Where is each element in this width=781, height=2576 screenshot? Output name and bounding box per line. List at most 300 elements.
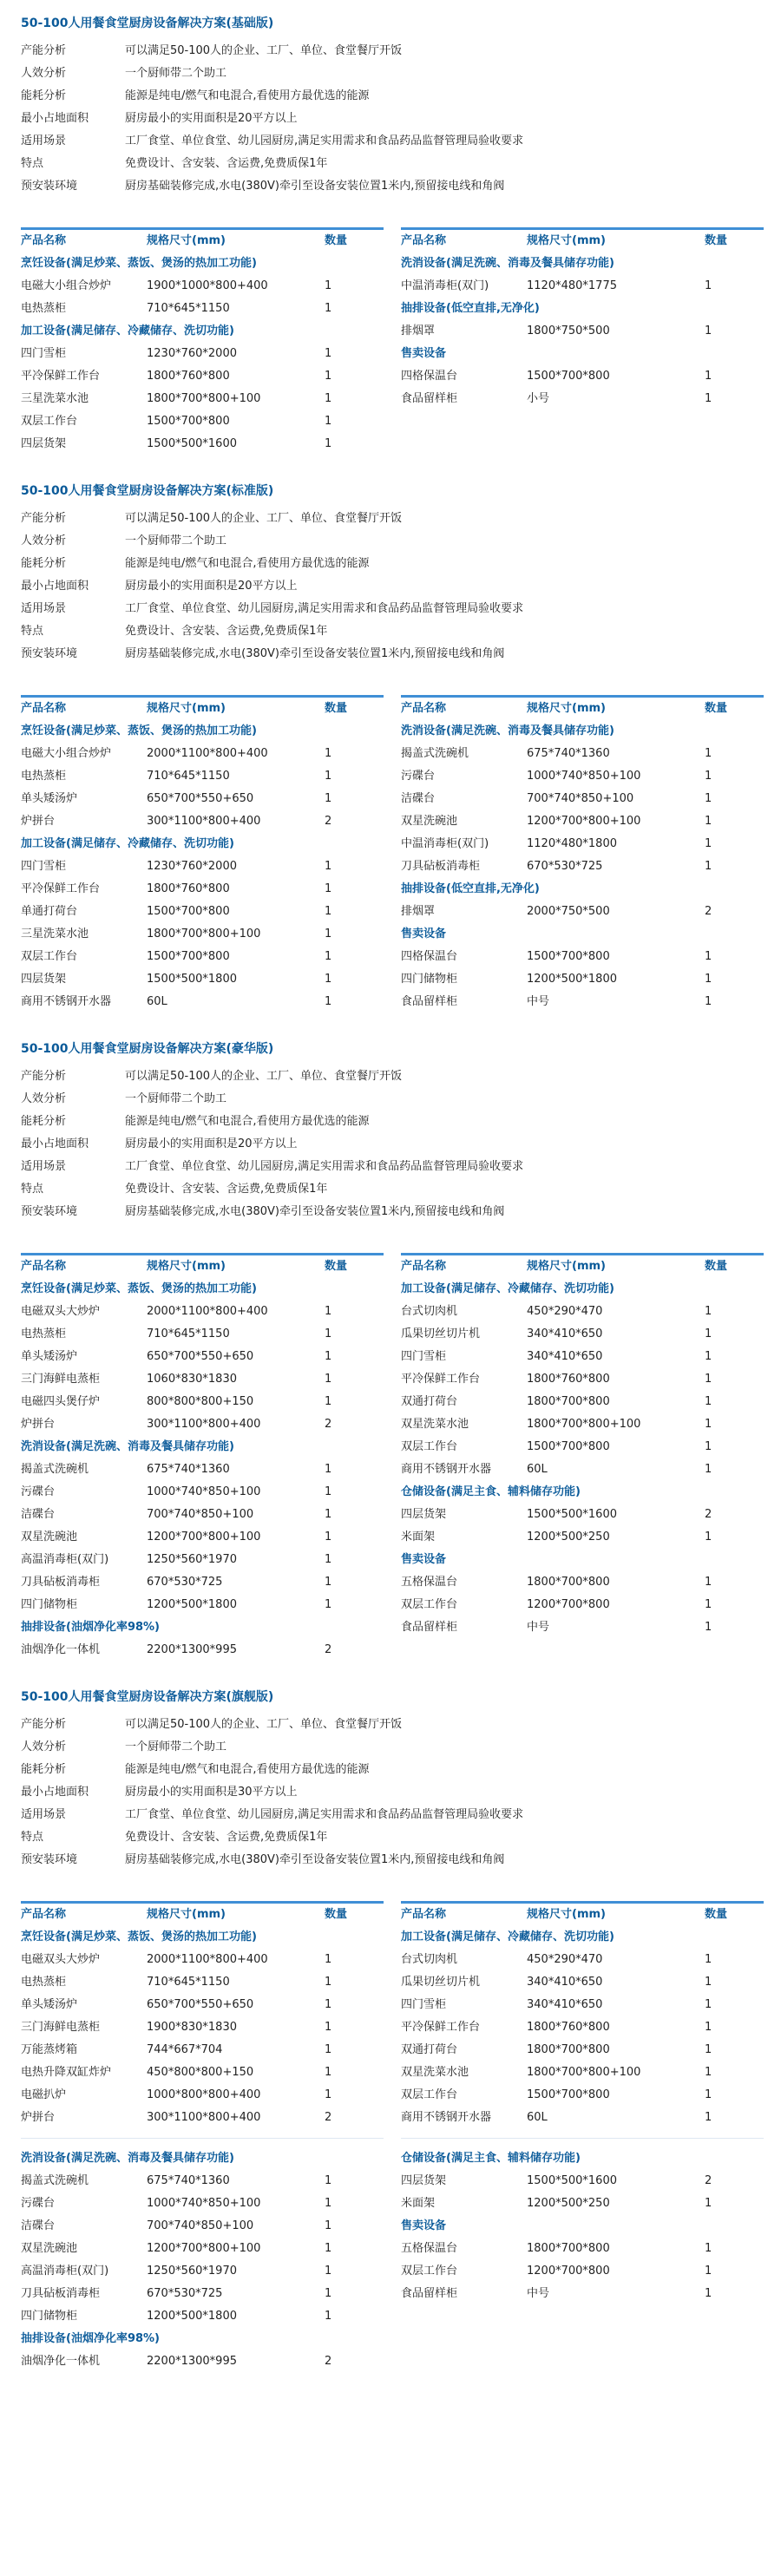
product-qty: 1 <box>705 1418 712 1431</box>
table-row <box>21 1971 384 1994</box>
table-row <box>401 2061 764 2084</box>
product-spec: 1060*830*1830 <box>147 1373 237 1386</box>
product-qty: 1 <box>325 950 332 963</box>
product-spec: 1500*700*800 <box>147 905 230 918</box>
product-qty: 2 <box>325 1643 332 1656</box>
product-name: 双星洗菜水池 <box>401 1418 469 1431</box>
product-qty: 1 <box>705 995 712 1008</box>
table-header <box>401 1253 764 1278</box>
table-header <box>401 227 764 252</box>
table-row <box>21 2238 384 2260</box>
product-name: 刀具砧板消毒柜 <box>21 2287 101 2300</box>
table-row <box>401 1571 764 1594</box>
product-name: 台式切肉机 <box>401 1305 458 1318</box>
table-row <box>21 2215 384 2238</box>
table-row <box>21 2039 384 2061</box>
info-row <box>21 530 764 553</box>
table-row <box>401 833 764 855</box>
info-value: 厨房基础装修完成,水电(380V)牵引至设备安装位置1米内,预留接电线和角阀 <box>125 647 505 660</box>
product-spec: 1200*500*250 <box>527 2197 610 2210</box>
product-spec: 1200*500*1800 <box>147 1598 237 1611</box>
header-name: 产品名称 <box>401 1260 447 1273</box>
info-label: 预安装环境 <box>21 1205 78 1218</box>
product-name: 电热蒸柜 <box>21 770 67 783</box>
table-row <box>21 1301 384 1323</box>
info-row <box>21 643 764 665</box>
product-qty: 1 <box>705 1463 712 1476</box>
header-name: 产品名称 <box>21 702 67 715</box>
table-row <box>401 901 764 923</box>
product-qty: 1 <box>705 1998 712 2011</box>
product-qty: 1 <box>705 1621 712 1634</box>
table-row <box>21 1571 384 1594</box>
table-row <box>401 1994 764 2016</box>
product-qty: 1 <box>705 370 712 383</box>
product-name: 排烟罩 <box>401 905 436 918</box>
info-row <box>21 108 764 130</box>
table-row <box>21 1949 384 1971</box>
product-name: 四门雪柜 <box>21 347 67 360</box>
category-heading: 抽排设备(油烟净化率98%) <box>21 1621 160 1634</box>
product-name: 四门储物柜 <box>401 973 458 986</box>
product-name: 瓜果切丝切片机 <box>401 1327 481 1340</box>
product-spec: 1800*760*800 <box>527 1373 610 1386</box>
table-row <box>21 388 384 410</box>
table-row <box>401 810 764 833</box>
header-spec: 规格尺寸(mm) <box>527 1260 606 1273</box>
header-name: 产品名称 <box>21 234 67 247</box>
table-row <box>401 1949 764 1971</box>
info-label: 最小占地面积 <box>21 112 89 125</box>
info-label: 产能分析 <box>21 1070 67 1083</box>
table-row <box>21 1549 384 1571</box>
table-row <box>21 2107 384 2129</box>
product-qty: 1 <box>325 1373 332 1386</box>
header-name: 产品名称 <box>21 1908 67 1921</box>
table-row <box>21 2283 384 2305</box>
product-name: 炉拼台 <box>21 815 56 828</box>
product-name: 双星洗菜水池 <box>401 2066 469 2079</box>
product-qty: 1 <box>325 1327 332 1340</box>
product-spec: 1500*700*800 <box>527 2088 610 2101</box>
info-value: 免费设计、含安装、含运费,免费质保1年 <box>125 157 328 170</box>
table-row <box>401 1368 764 1391</box>
equipment-tables <box>21 220 764 456</box>
info-value: 一个厨师带二个助工 <box>125 1740 227 1753</box>
table-row <box>401 2238 764 2260</box>
table-row <box>21 275 384 298</box>
product-spec: 1800*700*800 <box>527 1395 610 1408</box>
header-qty: 数量 <box>705 234 728 247</box>
product-qty: 1 <box>325 347 332 360</box>
product-qty: 1 <box>325 860 332 873</box>
header-spec: 规格尺寸(mm) <box>147 702 226 715</box>
product-name: 四层货架 <box>21 973 67 986</box>
info-row <box>21 40 764 62</box>
product-name: 瓜果切丝切片机 <box>401 1976 481 1989</box>
product-qty: 1 <box>325 747 332 760</box>
product-name: 四格保温台 <box>401 950 458 963</box>
table-row <box>21 1346 384 1368</box>
equipment-column-right <box>401 1894 764 2373</box>
info-value: 可以满足50-100人的企业、工厂、单位、食堂餐厅开饭 <box>125 44 403 57</box>
info-value: 一个厨师带二个助工 <box>125 67 227 80</box>
product-qty: 1 <box>325 1305 332 1318</box>
header-qty: 数量 <box>325 702 348 715</box>
product-name: 四门储物柜 <box>21 1598 78 1611</box>
product-qty: 1 <box>325 2043 332 2056</box>
product-qty: 1 <box>705 1327 712 1340</box>
product-spec: 340*410*650 <box>527 1327 603 1340</box>
product-qty: 1 <box>705 392 712 405</box>
product-spec: 700*740*850+100 <box>147 2219 254 2232</box>
table-row <box>21 743 384 765</box>
info-value: 厨房最小的实用面积是30平方以上 <box>125 1786 298 1799</box>
category-heading: 抽排设备(油烟净化率98%) <box>21 2332 160 2345</box>
table-row <box>401 1391 764 1413</box>
table-row <box>401 2084 764 2107</box>
category-heading: 烹饪设备(满足炒菜、蒸饭、煲汤的热加工功能) <box>21 1930 257 1943</box>
table-row <box>21 343 384 365</box>
product-name: 电磁双头大炒炉 <box>21 1953 101 1966</box>
table-row <box>21 2084 384 2107</box>
equipment-column-right <box>401 688 764 1013</box>
info-row <box>21 1849 764 1871</box>
header-spec: 规格尺寸(mm) <box>527 702 606 715</box>
product-name: 炉拼台 <box>21 1418 56 1431</box>
info-row <box>21 1781 764 1804</box>
product-spec: 1200*500*1800 <box>147 2310 237 2323</box>
info-value: 可以满足50-100人的企业、工厂、单位、食堂餐厅开饭 <box>125 512 403 525</box>
product-qty: 1 <box>705 1531 712 1544</box>
info-row <box>21 598 764 620</box>
table-row <box>401 1346 764 1368</box>
table-header <box>21 695 384 720</box>
info-value: 免费设计、含安装、含运费,免费质保1年 <box>125 1183 328 1196</box>
product-qty: 1 <box>325 437 332 450</box>
product-spec: 1200*500*1800 <box>527 973 617 986</box>
product-spec: 710*645*1150 <box>147 302 230 315</box>
product-qty: 1 <box>325 995 332 1008</box>
category-heading: 洗消设备(满足洗碗、消毒及餐具储存功能) <box>401 724 614 737</box>
table-header <box>21 1253 384 1278</box>
info-label: 特点 <box>21 625 44 638</box>
info-value: 工厂食堂、单位食堂、幼儿园厨房,满足实用需求和食品药品监督管理局验收要求 <box>125 1808 524 1821</box>
product-spec: 300*1100*800+400 <box>147 1418 261 1431</box>
plan-block <box>21 1688 764 2373</box>
category-heading: 加工设备(满足储存、冷藏储存、洗切功能) <box>21 837 234 850</box>
product-qty: 1 <box>705 1395 712 1408</box>
product-spec: 1000*800*800+400 <box>147 2088 261 2101</box>
plan-title: 50-100人用餐食堂厨房设备解决方案(基础版) <box>21 16 274 30</box>
product-qty: 1 <box>705 815 712 828</box>
product-spec: 1500*700*800 <box>147 415 230 428</box>
table-row <box>401 1301 764 1323</box>
table-row <box>401 991 764 1013</box>
product-spec: 1230*760*2000 <box>147 347 237 360</box>
table-row <box>21 433 384 456</box>
product-qty: 1 <box>325 2197 332 2210</box>
table-header <box>21 1901 384 1926</box>
category-heading: 加工设备(满足储存、冷藏储存、洗切功能) <box>401 1282 614 1295</box>
product-qty: 1 <box>325 1598 332 1611</box>
product-qty: 1 <box>325 1463 332 1476</box>
table-row <box>401 2193 764 2215</box>
category-heading: 加工设备(满足储存、冷藏储存、洗切功能) <box>401 1930 614 1943</box>
table-row <box>21 788 384 810</box>
info-row <box>21 1759 764 1781</box>
product-spec: 2000*1100*800+400 <box>147 1305 268 1318</box>
product-spec: 710*645*1150 <box>147 1976 230 1989</box>
product-spec: 1800*700*800+100 <box>527 1418 641 1431</box>
product-qty: 1 <box>705 2021 712 2034</box>
product-qty: 2 <box>705 905 712 918</box>
product-spec: 2200*1300*995 <box>147 1643 237 1656</box>
table-row <box>401 1504 764 1526</box>
product-name: 商用不锈钢开水器 <box>21 995 112 1008</box>
header-spec: 规格尺寸(mm) <box>527 234 606 247</box>
info-label: 能耗分析 <box>21 557 67 570</box>
product-qty: 1 <box>325 279 332 292</box>
product-name: 三星洗菜水池 <box>21 927 89 941</box>
product-name: 三门海鲜电蒸柜 <box>21 2021 101 2034</box>
info-value: 能源是纯电/燃气和电混合,看使用方最优选的能源 <box>125 557 370 570</box>
product-name: 揭盖式洗碗机 <box>401 747 469 760</box>
product-name: 污碟台 <box>21 1485 56 1498</box>
table-row <box>401 2170 764 2193</box>
product-qty: 1 <box>705 747 712 760</box>
info-label: 人效分析 <box>21 67 67 80</box>
product-name: 四门雪柜 <box>401 1350 447 1363</box>
info-value: 能源是纯电/燃气和电混合,看使用方最优选的能源 <box>125 89 370 102</box>
product-name: 双通打荷台 <box>401 2043 458 2056</box>
table-row <box>401 765 764 788</box>
info-value: 工厂食堂、单位食堂、幼儿园厨房,满足实用需求和食品药品监督管理局验收要求 <box>125 1160 524 1173</box>
table-row <box>401 365 764 388</box>
category-heading: 烹饪设备(满足炒菜、蒸饭、煲汤的热加工功能) <box>21 257 257 270</box>
info-label: 最小占地面积 <box>21 1137 89 1150</box>
info-label: 产能分析 <box>21 44 67 57</box>
product-spec: 60L <box>527 1463 548 1476</box>
info-label: 产能分析 <box>21 512 67 525</box>
product-name: 商用不锈钢开水器 <box>401 1463 492 1476</box>
table-row <box>21 1368 384 1391</box>
product-name: 米面架 <box>401 2197 436 2210</box>
product-name: 台式切肉机 <box>401 1953 458 1966</box>
product-name: 四层货架 <box>401 2174 447 2187</box>
category-heading: 洗消设备(满足洗碗、消毒及餐具储存功能) <box>21 1440 234 1453</box>
product-name: 食品留样柜 <box>401 995 458 1008</box>
table-row <box>401 1323 764 1346</box>
product-spec: 675*740*1360 <box>147 1463 230 1476</box>
product-qty: 1 <box>325 1485 332 1498</box>
product-spec: 450*290*470 <box>527 1953 603 1966</box>
product-qty: 1 <box>705 1576 712 1589</box>
product-qty: 1 <box>325 1576 332 1589</box>
product-name: 四格保温台 <box>401 370 458 383</box>
product-qty: 1 <box>705 1953 712 1966</box>
info-label: 能耗分析 <box>21 89 67 102</box>
table-row <box>401 275 764 298</box>
header-spec: 规格尺寸(mm) <box>147 1260 226 1273</box>
product-name: 中温消毒柜(双门) <box>401 279 489 292</box>
product-qty: 1 <box>705 1350 712 1363</box>
product-name: 单头矮汤炉 <box>21 1350 78 1363</box>
table-row <box>21 2305 384 2328</box>
product-name: 五格保温台 <box>401 2242 458 2255</box>
table-row <box>401 855 764 878</box>
product-name: 洁碟台 <box>21 2219 56 2232</box>
product-name: 四层货架 <box>21 437 67 450</box>
info-label: 最小占地面积 <box>21 1786 89 1799</box>
table-row <box>401 1616 764 1639</box>
product-spec: 1900*1000*800+400 <box>147 279 268 292</box>
info-label: 能耗分析 <box>21 1115 67 1128</box>
header-qty: 数量 <box>705 702 728 715</box>
product-name: 平冷保鲜工作台 <box>401 1373 481 1386</box>
product-name: 平冷保鲜工作台 <box>401 2021 481 2034</box>
info-value: 免费设计、含安装、含运费,免费质保1年 <box>125 1831 328 1844</box>
info-label: 预安装环境 <box>21 1853 78 1866</box>
product-spec: 60L <box>147 995 167 1008</box>
product-qty: 1 <box>325 882 332 895</box>
info-value: 厨房基础装修完成,水电(380V)牵引至设备安装位置1米内,预留接电线和角阀 <box>125 180 505 193</box>
table-row <box>21 810 384 833</box>
product-spec: 1800*750*500 <box>527 324 610 338</box>
product-qty: 1 <box>325 2219 332 2232</box>
product-spec: 1800*700*800+100 <box>147 927 261 941</box>
table-row <box>401 1594 764 1616</box>
product-spec: 1200*700*800+100 <box>147 2242 261 2255</box>
plan-title: 50-100人用餐食堂厨房设备解决方案(标准版) <box>21 484 274 498</box>
product-name: 四门雪柜 <box>21 860 67 873</box>
product-name: 电磁扒炉 <box>21 2088 67 2101</box>
category-heading: 售卖设备 <box>401 1553 447 1566</box>
product-name: 单通打荷台 <box>21 905 78 918</box>
product-spec: 1120*480*1775 <box>527 279 617 292</box>
product-qty: 1 <box>325 1531 332 1544</box>
product-spec: 700*740*850+100 <box>527 792 634 805</box>
header-qty: 数量 <box>325 1908 348 1921</box>
info-value: 能源是纯电/燃气和电混合,看使用方最优选的能源 <box>125 1763 370 1776</box>
info-value: 厨房最小的实用面积是20平方以上 <box>125 112 298 125</box>
product-spec: 340*410*650 <box>527 1998 603 2011</box>
table-row <box>401 2107 764 2129</box>
product-spec: 1500*700*800 <box>527 950 610 963</box>
section-divider <box>21 2138 384 2139</box>
table-row <box>401 1436 764 1458</box>
product-spec: 2000*1100*800+400 <box>147 1953 268 1966</box>
product-spec: 675*740*1360 <box>147 2174 230 2187</box>
product-spec: 1000*740*850+100 <box>147 1485 261 1498</box>
product-spec: 1000*740*850+100 <box>147 2197 261 2210</box>
product-name: 电热蒸柜 <box>21 302 67 315</box>
product-name: 商用不锈钢开水器 <box>401 2111 492 2124</box>
product-name: 平冷保鲜工作台 <box>21 370 101 383</box>
info-value: 一个厨师带二个助工 <box>125 1092 227 1105</box>
table-row <box>401 1526 764 1549</box>
product-qty: 1 <box>325 1998 332 2011</box>
product-qty: 2 <box>705 2174 712 2187</box>
product-name: 揭盖式洗碗机 <box>21 1463 89 1476</box>
product-qty: 1 <box>705 2287 712 2300</box>
product-spec: 700*740*850+100 <box>147 1508 254 1521</box>
product-spec: 中号 <box>527 1621 550 1634</box>
product-name: 双层工作台 <box>401 1598 458 1611</box>
product-spec: 1200*700*800 <box>527 1598 610 1611</box>
product-spec: 450*290*470 <box>527 1305 603 1318</box>
product-qty: 1 <box>705 1373 712 1386</box>
info-row <box>21 508 764 530</box>
product-qty: 1 <box>325 1953 332 1966</box>
header-qty: 数量 <box>325 234 348 247</box>
product-name: 炉拼台 <box>21 2111 56 2124</box>
product-spec: 1500*500*1600 <box>147 437 237 450</box>
product-spec: 1200*700*800+100 <box>147 1531 261 1544</box>
table-row <box>401 2039 764 2061</box>
product-name: 高温消毒柜(双门) <box>21 2265 109 2278</box>
product-name: 揭盖式洗碗机 <box>21 2174 89 2187</box>
product-spec: 小号 <box>527 392 550 405</box>
table-row <box>21 2170 384 2193</box>
product-qty: 1 <box>325 770 332 783</box>
table-row <box>21 1526 384 1549</box>
product-spec: 1500*700*800 <box>527 1440 610 1453</box>
product-spec: 300*1100*800+400 <box>147 2111 261 2124</box>
product-spec: 800*800*800+150 <box>147 1395 254 1408</box>
product-qty: 1 <box>705 2066 712 2079</box>
plan-title: 50-100人用餐食堂厨房设备解决方案(豪华版) <box>21 1042 274 1056</box>
product-qty: 1 <box>325 1508 332 1521</box>
plan-info <box>21 1714 764 1871</box>
info-row <box>21 130 764 153</box>
info-label: 预安装环境 <box>21 647 78 660</box>
table-row <box>21 365 384 388</box>
category-heading: 售卖设备 <box>401 927 447 941</box>
info-label: 产能分析 <box>21 1718 67 1731</box>
product-name: 食品留样柜 <box>401 1621 458 1634</box>
product-name: 电磁四头煲仔炉 <box>21 1395 101 1408</box>
info-label: 人效分析 <box>21 534 67 547</box>
info-value: 厨房基础装修完成,水电(380V)牵引至设备安装位置1米内,预留接电线和角阀 <box>125 1853 505 1866</box>
product-name: 双星洗碗池 <box>21 1531 78 1544</box>
table-row <box>401 946 764 968</box>
product-name: 单头矮汤炉 <box>21 1998 78 2011</box>
product-name: 电磁大小组合炒炉 <box>21 279 112 292</box>
product-qty: 1 <box>705 792 712 805</box>
product-spec: 300*1100*800+400 <box>147 815 261 828</box>
product-qty: 1 <box>325 415 332 428</box>
product-spec: 340*410*650 <box>527 1350 603 1363</box>
product-spec: 1230*760*2000 <box>147 860 237 873</box>
product-spec: 675*740*1360 <box>527 747 610 760</box>
product-qty: 1 <box>325 2310 332 2323</box>
table-row <box>401 1413 764 1436</box>
product-spec: 1800*760*800 <box>147 370 230 383</box>
info-value: 一个厨师带二个助工 <box>125 534 227 547</box>
category-heading: 烹饪设备(满足炒菜、蒸饭、煲汤的热加工功能) <box>21 724 257 737</box>
info-value: 工厂食堂、单位食堂、幼儿园厨房,满足实用需求和食品药品监督管理局验收要求 <box>125 134 524 147</box>
category-heading: 抽排设备(低空直排,无净化) <box>401 302 540 315</box>
product-spec: 1250*560*1970 <box>147 2265 237 2278</box>
product-qty: 1 <box>325 302 332 315</box>
plan-info <box>21 508 764 665</box>
table-row <box>21 878 384 901</box>
product-spec: 1800*760*800 <box>527 2021 610 2034</box>
product-name: 双层工作台 <box>401 2088 458 2101</box>
equipment-column-left <box>21 220 384 456</box>
plan-block <box>21 482 764 1013</box>
